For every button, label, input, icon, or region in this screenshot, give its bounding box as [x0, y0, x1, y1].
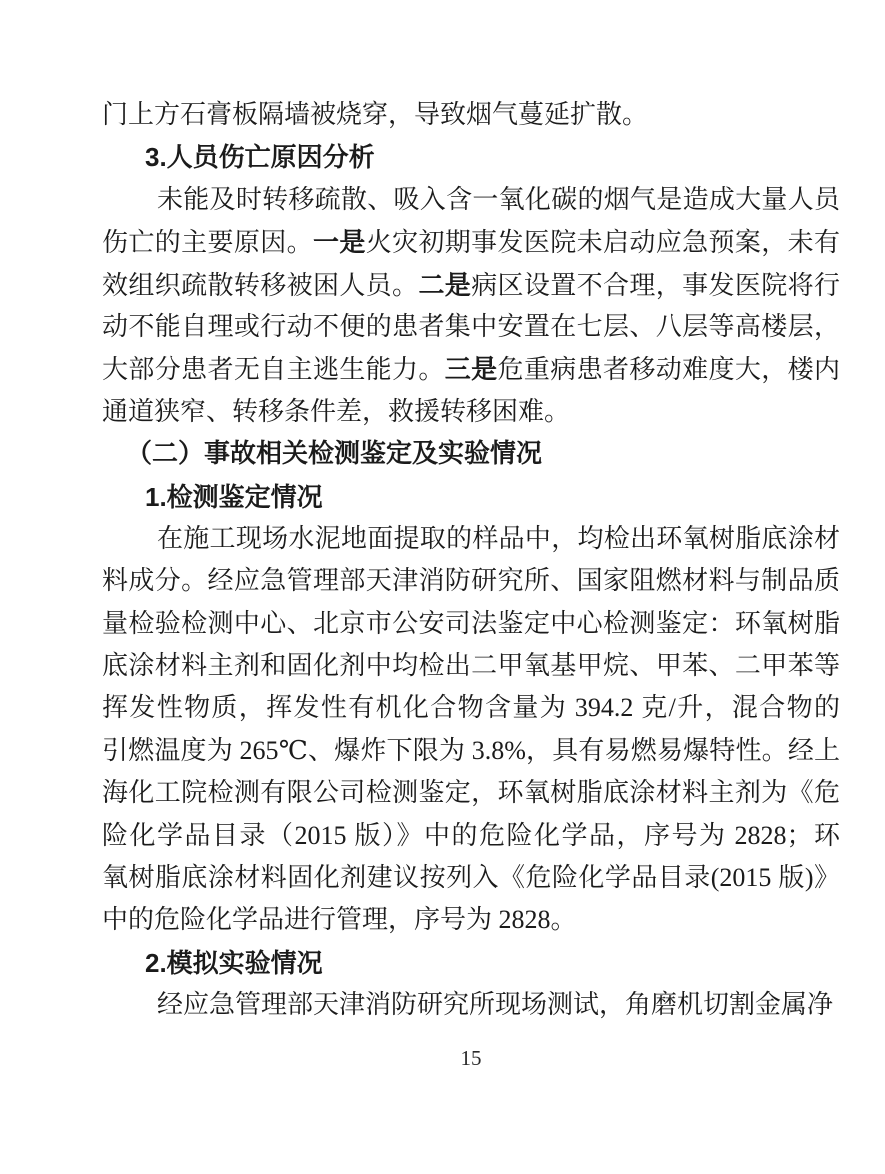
body-line [102, 857, 840, 899]
text-run: 料成分。经应急管理部天津消防研究所、国家阻燃材料与制品质 [102, 566, 840, 596]
body-line [102, 264, 840, 306]
body-line [102, 603, 840, 645]
text-run: 效组织疏散转移被困人员。 [102, 270, 419, 300]
text-run: 大部分患者无自主逃生能力。 [102, 355, 445, 385]
text-run: 险化学品目录（2015 版）》中的危险化学品，序号为 2828；环 [102, 820, 840, 850]
text-run: 通道狭窄、转移条件差，救援转移困难。 [102, 396, 571, 426]
body-line [102, 348, 840, 390]
text-run: 危重病患者移动难度大，楼内 [497, 355, 840, 385]
body-line [102, 179, 840, 221]
body-line [102, 306, 840, 348]
page-number: 15 [460, 1046, 482, 1070]
text-run-bold: 二是 [418, 269, 472, 300]
body-line [102, 94, 840, 136]
text-run-bold: 三是 [444, 354, 498, 385]
body-line [102, 391, 840, 433]
body-line [102, 518, 840, 560]
body-line [102, 730, 840, 772]
heading-text: 1.检测鉴定情况 [145, 481, 323, 512]
text-run: 经应急管理部天津消防研究所现场测试，角磨机切割金属净 [157, 990, 834, 1020]
text-run-bold: 一是 [312, 227, 366, 258]
text-run: 病区设置不合理，事发医院将行 [471, 270, 840, 300]
text-run: 挥发性物质，挥发性有机化合物含量为 394.2 克/升，混合物的 [102, 693, 840, 723]
text-run: 在施工现场水泥地面提取的样品中，均检出环氧树脂底涂材 [157, 523, 840, 553]
heading-detection-appraisal [102, 476, 840, 518]
heading-text: 3.人员伤亡原因分析 [145, 142, 375, 173]
body-line [102, 687, 840, 729]
heading-text: 2.模拟实验情况 [145, 947, 323, 978]
text-run: 量检验检测中心、北京市公安司法鉴定中心检测鉴定：环氧树脂 [102, 608, 840, 638]
body-line [102, 560, 840, 602]
text-block [102, 94, 840, 1027]
text-run: 门上方石膏板隔墙被烧穿，导致烟气蔓延扩散。 [102, 100, 649, 129]
text-run: 底涂材料主剂和固化剂中均检出二甲氧基甲烷、甲苯、二甲苯等 [102, 651, 840, 681]
body-line [102, 772, 840, 814]
text-run: 动不能自理或行动不便的患者集中安置在七层、八层等高楼层， [102, 311, 840, 341]
text-run: 伤亡的主要原因。 [102, 228, 313, 258]
text-run: 海化工院检测有限公司检测鉴定，环氧树脂底涂材料主剂为《危 [102, 778, 840, 808]
body-line [102, 815, 840, 857]
body-line [102, 984, 840, 1026]
text-run: 引燃温度为 265℃、爆炸下限为 3.8%，具有易燃易爆特性。经上 [102, 735, 840, 765]
heading-casualty-cause-analysis [102, 136, 840, 178]
text-run: 氧树脂底涂材料固化剂建议按列入《危险化学品目录(2015 版)》 [102, 863, 840, 893]
heading-text: （二）事故相关检测鉴定及实验情况 [126, 439, 543, 469]
heading-simulation-experiment [102, 942, 840, 984]
body-line [102, 221, 840, 263]
text-run: 未能及时转移疏散、吸入含一氧化碳的烟气是造成大量人员 [157, 184, 840, 214]
body-line [102, 899, 840, 941]
text-run: 中的危险化学品进行管理，序号为 2828。 [102, 905, 577, 935]
text-run: 火灾初期事发医院未启动应急预案，未有 [365, 228, 840, 258]
body-line [102, 645, 840, 687]
heading-detection-and-experiment-section [102, 433, 840, 475]
